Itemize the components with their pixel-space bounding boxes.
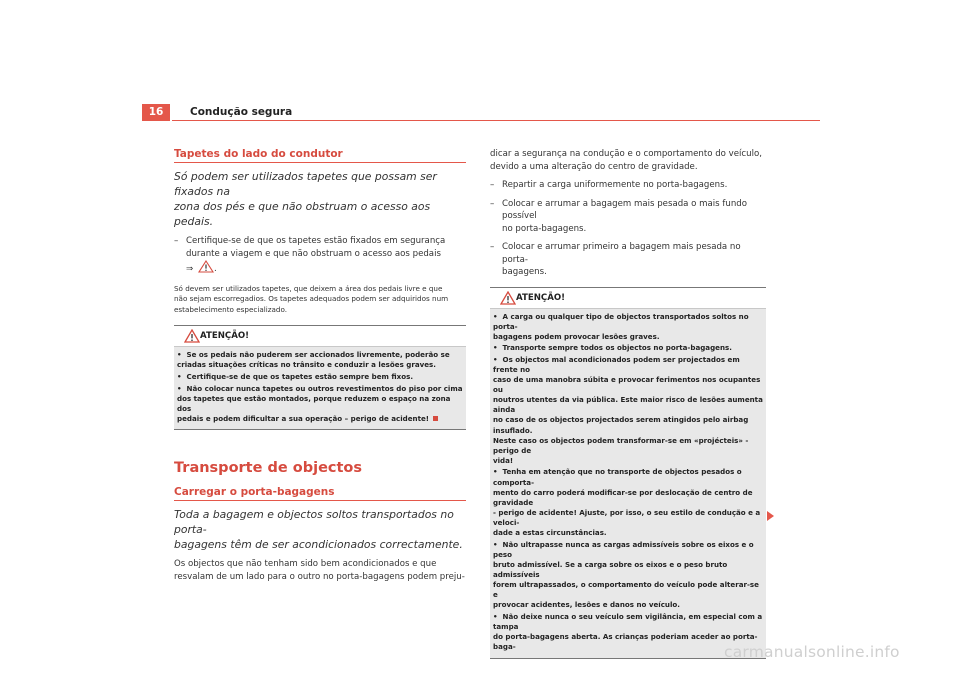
tapetes-step: – Certifique-se de que os tapetes estão fixados em segurança durante a viagem e que não obstruam o acesso aos pedais ⇒ . (174, 236, 446, 274)
step-line: Colocar e arrumar a bagagem mais pesada o mais fundo possível (502, 198, 748, 221)
step-line: Certifique-se de que os tapetes estão fixados em segurança (186, 236, 446, 246)
end-stop-icon (433, 416, 438, 421)
carga-step (490, 179, 766, 192)
step-line: durante a viagem e que não obstruam o acesso aos pedais (186, 248, 441, 259)
dash-marker: – (174, 236, 179, 246)
warning-triangle-icon (198, 260, 214, 273)
carga-step (490, 198, 766, 236)
dash-marker: – (490, 180, 495, 190)
note-line: Só devem ser utilizados tapetes, que deixem a área dos pedais livre e que (174, 283, 443, 293)
warning-body (490, 308, 766, 658)
warning-item: • Não ultrapasse nunca as cargas admissíveis sobre os eixos e o peso bruto admissível. Se a carga sobre os eixos e o peso bruto admissíveis forem ultrapassados, o comportamento do veículo pode alterar-se e provocar acidentes, lesões e danos no veículo. (493, 539, 759, 610)
lead-line: Toda a bagagem e objectos soltos transportados no porta- (174, 508, 454, 537)
cross-reference-arrow[interactable]: ⇒ (186, 264, 194, 274)
left-column (174, 148, 466, 583)
header-rule (172, 120, 820, 121)
step-line: no porta-bagagens. (502, 223, 587, 234)
warning-item: • Se os pedais não puderem ser accionados livremente, poderão se criadas situações críticas no trânsito e conduzir a lesões graves. (177, 350, 450, 370)
watermark: carmanualsonline.info (724, 643, 900, 661)
note-line: estabelecimento especializado. (174, 304, 288, 314)
dash-marker: – (490, 242, 495, 252)
body-line: dicar a segurança na condução e o comportamento do veículo, (490, 149, 762, 159)
warning-item: • Tenha em atenção que no transporte de objectos pesados o comporta- mento do carro poderá modificar-se por deslocação de centro de gravidade - perigo de acidente! Ajuste, por isso, o seu estilo de condução e a veloci- dade a estas circunstâncias. (493, 467, 761, 537)
lead-line: zona dos pés e que não obstruam o acesso aos pedais. (174, 200, 431, 228)
carga-step (490, 241, 766, 279)
carga-lead (174, 507, 466, 552)
warning-header (174, 326, 466, 346)
tapetes-heading: Tapetes do lado do condutor (174, 148, 466, 163)
warning-box-carga (490, 287, 766, 659)
warning-triangle-icon (500, 291, 516, 305)
step-line: Colocar e arrumar primeiro a bagagem mais pesada no porta- (502, 242, 741, 265)
warning-item: • A carga ou qualquer tipo de objectos transportados soltos no porta- bagagens podem provocar lesões graves. (493, 311, 749, 341)
step-line: Repartir a carga uniformemente no porta-bagagens. (502, 180, 728, 190)
body-line: devido a uma alteração do centro de gravidade. (490, 161, 698, 172)
warning-title: ATENÇÃO! (516, 292, 566, 303)
section-title: Transporte de objectos (174, 460, 363, 477)
warning-title: ATENÇÃO! (200, 331, 250, 342)
carga-heading: Carregar o porta-bagagens (174, 486, 466, 501)
warning-box-tapetes (174, 325, 466, 430)
warning-header (490, 288, 766, 308)
note-line: não sejam escorregadios. Os tapetes adequados podem ser adquiridos num (174, 294, 449, 304)
running-title: Condução segura (190, 106, 293, 118)
tapetes-note (174, 284, 466, 316)
body-line: resvalam de um lado para o outro no porta-bagagens podem preju- (174, 571, 465, 582)
lead-line: bagagens têm de ser acondicionados correctamente. (174, 538, 463, 552)
body-line: Os objectos que não tenham sido bem acondicionados e que (174, 559, 437, 570)
continue-arrow-icon (767, 511, 774, 521)
step-line: bagagens. (502, 267, 547, 277)
lead-line: Só podem ser utilizados tapetes que possam ser fixados na (174, 170, 437, 198)
carga-body-continued (490, 148, 766, 173)
warning-item: • Transporte sempre todos os objectos no porta-bagagens. (493, 343, 732, 353)
tapetes-lead (174, 169, 466, 229)
warning-item: • Não deixe nunca o seu veículo sem vigilância, em especial com a tampa do porta-bagagens aberta. As crianças poderiam aceder ao porta-baga- (493, 611, 763, 651)
dash-marker: – (490, 198, 495, 209)
warning-body (174, 346, 466, 429)
warning-item: • Certifique-se de que os tapetes estão sempre bem fixos. (177, 371, 414, 381)
right-column (490, 148, 766, 659)
warning-triangle-icon (184, 329, 200, 343)
carga-body (174, 558, 466, 583)
warning-item: • Não colocar nunca tapetes ou outros revestimentos do piso por cima dos tapetes que estão montados, porque reduzem o espaço na zona dos pedais e podem dificultar a sua operação – perigo de acidente! (177, 383, 463, 423)
page-number: 16 (148, 106, 164, 118)
warning-item: • Os objectos mal acondicionados podem ser projectados em frente no caso de uma manobra súbita e provocar ferimentos nos ocupantes ou noutros utentes da via pública. Este maior risco de lesões aumenta ainda no caso de os objectos projectados serem atingidos pelo airbag insuflado. Neste caso os objectos podem transformar-se em «projécteis» - perigo de vida! (493, 354, 763, 465)
